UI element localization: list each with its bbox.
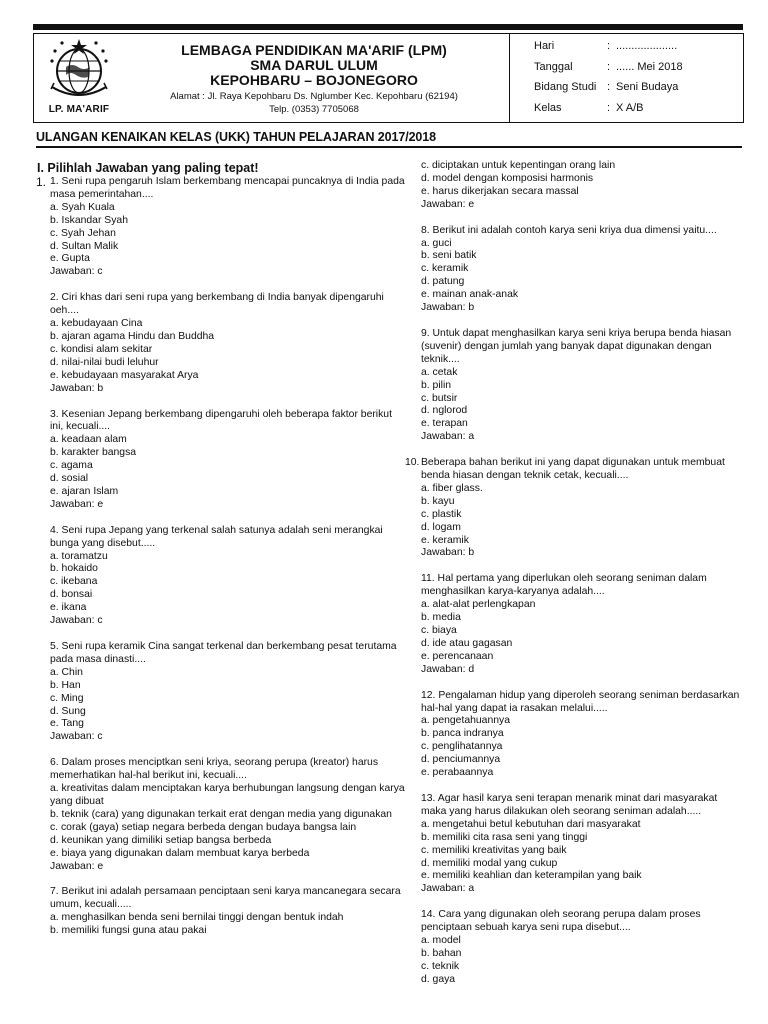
info-sep: :	[607, 81, 611, 93]
question-stem: 14. Cara yang digunakan oleh seorang perupa dalam proses penciptaan sebuah karya seni rupa disebut....	[421, 909, 701, 934]
question-stem: 6. Dalam proses menciptkan seni kriya, seorang perupa (kreator) harus memerhatikan hal-hal berikut ini, kecuali....	[50, 757, 379, 782]
question-block	[405, 573, 745, 676]
question-block	[36, 641, 406, 744]
question-text	[36, 176, 406, 202]
question-text	[36, 409, 406, 435]
answer-option: c. memiliki kreativitas yang baik	[421, 844, 567, 856]
info-value: X A/B	[616, 102, 644, 114]
letterhead	[33, 33, 510, 123]
question-text	[36, 757, 406, 783]
question-stem: 12. Pengalaman hidup yang diperoleh seorang seniman berdasarkan hal-hal yang dapat ia rasakan melalui.....	[421, 689, 740, 714]
institution-name: LEMBAGA PENDIDIKAN MA'ARIF (LPM)	[181, 42, 447, 58]
answer-key: Jawaban: b	[421, 302, 475, 314]
answer-key: Jawaban: e	[421, 198, 475, 210]
info-sep: :	[607, 40, 611, 52]
info-label: Tanggal	[534, 61, 573, 73]
answer-key: Jawaban: a	[421, 431, 475, 443]
answer-option: e. perabaannya	[421, 767, 494, 779]
answer-option: d. gaya	[421, 973, 456, 985]
info-label: Bidang Studi	[534, 81, 597, 93]
question-stem: 9. Untuk dapat menghasilkan karya seni kriya berupa benda hiasan (suvenir) dengan jumlah yang banyak dapat digunakan dengan teknik....	[421, 327, 732, 365]
question-block	[405, 457, 745, 560]
answer-option: e. terapan	[421, 418, 468, 430]
question-stem: 5. Seni rupa keramik Cina sangat terkenal dan berkembang pesat terutama pada masa dinasti....	[50, 641, 397, 665]
question-stem: 2. Ciri khas dari seni rupa yang berkembang di India banyak dipengaruhi oeh....	[50, 292, 384, 317]
answer-key: Jawaban: c	[50, 266, 103, 278]
answer-option: b. Iskandar Syah	[50, 214, 128, 226]
answer-option: e. biaya yang digunakan dalam membuat karya berbeda	[50, 847, 310, 859]
answer-option: d. patung	[421, 276, 465, 288]
question-stem: 13. Agar hasil karya seni terapan menarik minat dari masyarakat maka yang harus dilakukan oleh seorang seniman adalah.....	[421, 792, 718, 817]
question-stem: 8. Berikut ini adalah contoh karya seni kriya dua dimensi yaitu....	[421, 224, 717, 236]
answer-option: d. sosial	[50, 473, 89, 485]
answer-key: Jawaban: a	[421, 883, 475, 895]
question-text	[405, 573, 745, 599]
info-value: ....................	[616, 40, 678, 52]
answer-option: e. kebudayaan masyarakat Arya	[50, 369, 199, 381]
question-number: 1.	[36, 175, 47, 189]
answer-option: d. model dengan komposisi harmonis	[421, 172, 594, 184]
question-stem: 11. Hal pertama yang diperlukan oleh seorang seniman dalam menghasilkan karya-karyanya adalah....	[421, 573, 707, 598]
school-logo	[38, 37, 120, 119]
answer-option: e. memiliki keahlian dan keterampilan yang baik	[421, 870, 642, 882]
question-text	[36, 525, 406, 551]
school-phone: Telp. (0353) 7705068	[269, 104, 359, 115]
right-column	[405, 160, 745, 1000]
question-text	[405, 225, 745, 238]
answer-option: d. nilai-nilai budi leluhur	[50, 356, 159, 368]
answer-option: a. kebudayaan Cina	[50, 318, 143, 330]
answer-option: a. pengetahuannya	[421, 715, 510, 727]
answer-key: Jawaban: b	[50, 382, 104, 394]
answer-option: a. guci	[421, 237, 452, 249]
answer-option: b. hokaido	[50, 563, 98, 575]
answer-option: c. ikebana	[50, 576, 98, 588]
answer-option: c. teknik	[421, 960, 460, 972]
question-text	[405, 457, 745, 483]
logo-text: LP. MA'ARIF	[48, 104, 110, 115]
school-address: Alamat : Jl. Raya Kepohbaru Ds. Nglumber Kec. Kepohbaru (62194)	[170, 91, 458, 102]
answer-option: a. mengetahui betul kebutuhan dari masyarakat	[421, 818, 641, 830]
answer-option: c. kondisi alam sekitar	[50, 343, 153, 355]
answer-option: e. Gupta	[50, 253, 90, 265]
question-text	[36, 641, 406, 667]
answer-option: d. logam	[421, 521, 461, 533]
answer-option: e. ikana	[50, 602, 87, 614]
answer-option: a. Chin	[50, 666, 83, 678]
answer-option: c. Ming	[50, 692, 84, 704]
answer-option: a. menghasilkan benda seni bernilai tinggi dengan bentuk indah	[50, 912, 344, 924]
info-sep: :	[607, 102, 611, 114]
answer-option: d. nglorod	[421, 405, 468, 417]
answer-option: e. ajaran Islam	[50, 485, 119, 497]
question-text	[405, 328, 745, 367]
answer-option: b. memiliki fungsi guna atau pakai	[50, 925, 207, 937]
answer-option: e. harus dikerjakan secara massal	[421, 185, 579, 197]
answer-key: Jawaban: b	[421, 547, 475, 559]
answer-option: a. keadaan alam	[50, 434, 127, 446]
answer-key: Jawaban: c	[50, 615, 103, 627]
exam-title: ULANGAN KENAIKAN KELAS (UKK) TAHUN PELAJARAN 2017/2018	[36, 130, 436, 144]
section-heading: I. Pilihlah Jawaban yang paling tepat!	[37, 161, 259, 175]
answer-option: e. perencanaan	[421, 650, 494, 662]
answer-option: a. fiber glass.	[421, 482, 483, 494]
question-block	[36, 757, 406, 873]
answer-option: b. karakter bangsa	[50, 447, 137, 459]
question-stem: Beberapa bahan berikut ini yang dapat digunakan untuk membuat benda hiasan dengan teknik cetak, kecuali....	[421, 457, 725, 482]
answer-option: b. ajaran agama Hindu dan Buddha	[50, 330, 215, 342]
question-text	[36, 886, 406, 912]
answer-option: d. keunikan yang dimiliki setiap bangsa berbeda	[50, 834, 272, 846]
answer-option: a. model	[421, 935, 461, 947]
answer-key: Jawaban: c	[50, 731, 103, 743]
question-block	[36, 525, 406, 628]
answer-option: c. corak (gaya) setiap negara berbeda dengan budaya bangsa lain	[50, 821, 357, 833]
question-stem: 3. Kesenian Jepang berkembang dipengaruhi oleh beberapa faktor berikut ini, kecuali....	[50, 408, 392, 433]
answer-option: b. panca indranya	[421, 728, 504, 740]
question-block	[405, 225, 745, 315]
globe-logo-icon	[48, 37, 110, 99]
question-block	[36, 409, 406, 512]
question-block	[405, 909, 745, 986]
exam-info-box	[509, 33, 744, 123]
question-text	[36, 292, 406, 318]
answer-option: c. butsir	[421, 392, 458, 404]
top-rule	[33, 24, 743, 30]
answer-key: Jawaban: e	[50, 498, 104, 510]
question-block	[405, 690, 745, 780]
answer-option: c. plastik	[421, 508, 462, 520]
answer-option: c. agama	[50, 460, 93, 472]
answer-option: c. diciptakan untuk kepentingan orang lain	[421, 160, 616, 171]
answer-option: b. seni batik	[421, 250, 477, 262]
left-column	[36, 160, 406, 951]
question-block	[36, 176, 406, 279]
answer-option: b. media	[421, 612, 461, 624]
answer-option: e. Tang	[50, 718, 84, 730]
answer-option: d. memiliki modal yang cukup	[421, 857, 558, 869]
answer-option: d. ide atau gagasan	[421, 637, 513, 649]
answer-option: d. Sung	[50, 705, 86, 717]
answer-key: Jawaban: d	[421, 663, 475, 675]
question-block	[405, 328, 745, 444]
info-value: ...... Mei 2018	[616, 61, 683, 73]
answer-option: b. teknik (cara) yang digunakan terkait erat dengan media yang digunakan	[50, 808, 392, 820]
answer-option: d. Sultan Malik	[50, 240, 119, 252]
answer-key: Jawaban: e	[50, 860, 104, 872]
question-text	[405, 690, 745, 716]
question-stem: 4. Seni rupa Jepang yang terkenal salah satunya adalah seni merangkai bunga yang disebut.....	[50, 524, 383, 549]
info-label: Hari	[534, 40, 555, 52]
answer-option: c. biaya	[421, 625, 457, 636]
question-text	[405, 909, 745, 935]
school-name: SMA DARUL ULUM	[250, 57, 378, 73]
title-underline	[36, 146, 742, 148]
answer-option: b. kayu	[421, 495, 455, 507]
answer-option: c. Syah Jehan	[50, 227, 116, 239]
question-stem: 1. Seni rupa pengaruh Islam berkembang mencapai puncaknya di India pada masa pemerintahan....	[50, 176, 405, 200]
question-block	[405, 793, 745, 896]
answer-option: a. alat-alat perlengkapan	[421, 599, 536, 611]
answer-option: d. bonsai	[50, 589, 93, 601]
answer-option: e. keramik	[421, 534, 469, 546]
info-label: Kelas	[534, 102, 562, 114]
answer-option: b. memiliki cita rasa seni yang tinggi	[421, 831, 588, 843]
answer-option: e. mainan anak-anak	[421, 289, 519, 301]
answer-option: b. pilin	[421, 379, 452, 391]
question-number: 10.	[405, 457, 420, 469]
question-stem: 7. Berikut ini adalah persamaan penciptaan seni karya mancanegara secara umum, kecuali.....	[50, 886, 401, 911]
question-block	[36, 292, 406, 395]
question-block	[36, 886, 406, 938]
answer-option: c. keramik	[421, 263, 469, 275]
info-value: Seni Budaya	[616, 81, 679, 93]
answer-option: a. cetak	[421, 366, 458, 378]
answer-option: a. Syah Kuala	[50, 201, 115, 213]
answer-option: b. Han	[50, 679, 81, 691]
answer-option: a. kreativitas dalam menciptakan karya berhubungan langsung dengan karya yang dibuat	[50, 783, 405, 807]
info-sep: :	[607, 61, 611, 73]
answer-option: d. penciumannya	[421, 754, 501, 766]
answer-option: a. toramatzu	[50, 550, 108, 562]
school-location: KEPOHBARU – BOJONEGORO	[210, 72, 418, 88]
question-text	[405, 793, 745, 819]
answer-option: c. penglihatannya	[421, 741, 503, 753]
question-continuation	[405, 160, 745, 212]
answer-option: b. bahan	[421, 947, 462, 959]
